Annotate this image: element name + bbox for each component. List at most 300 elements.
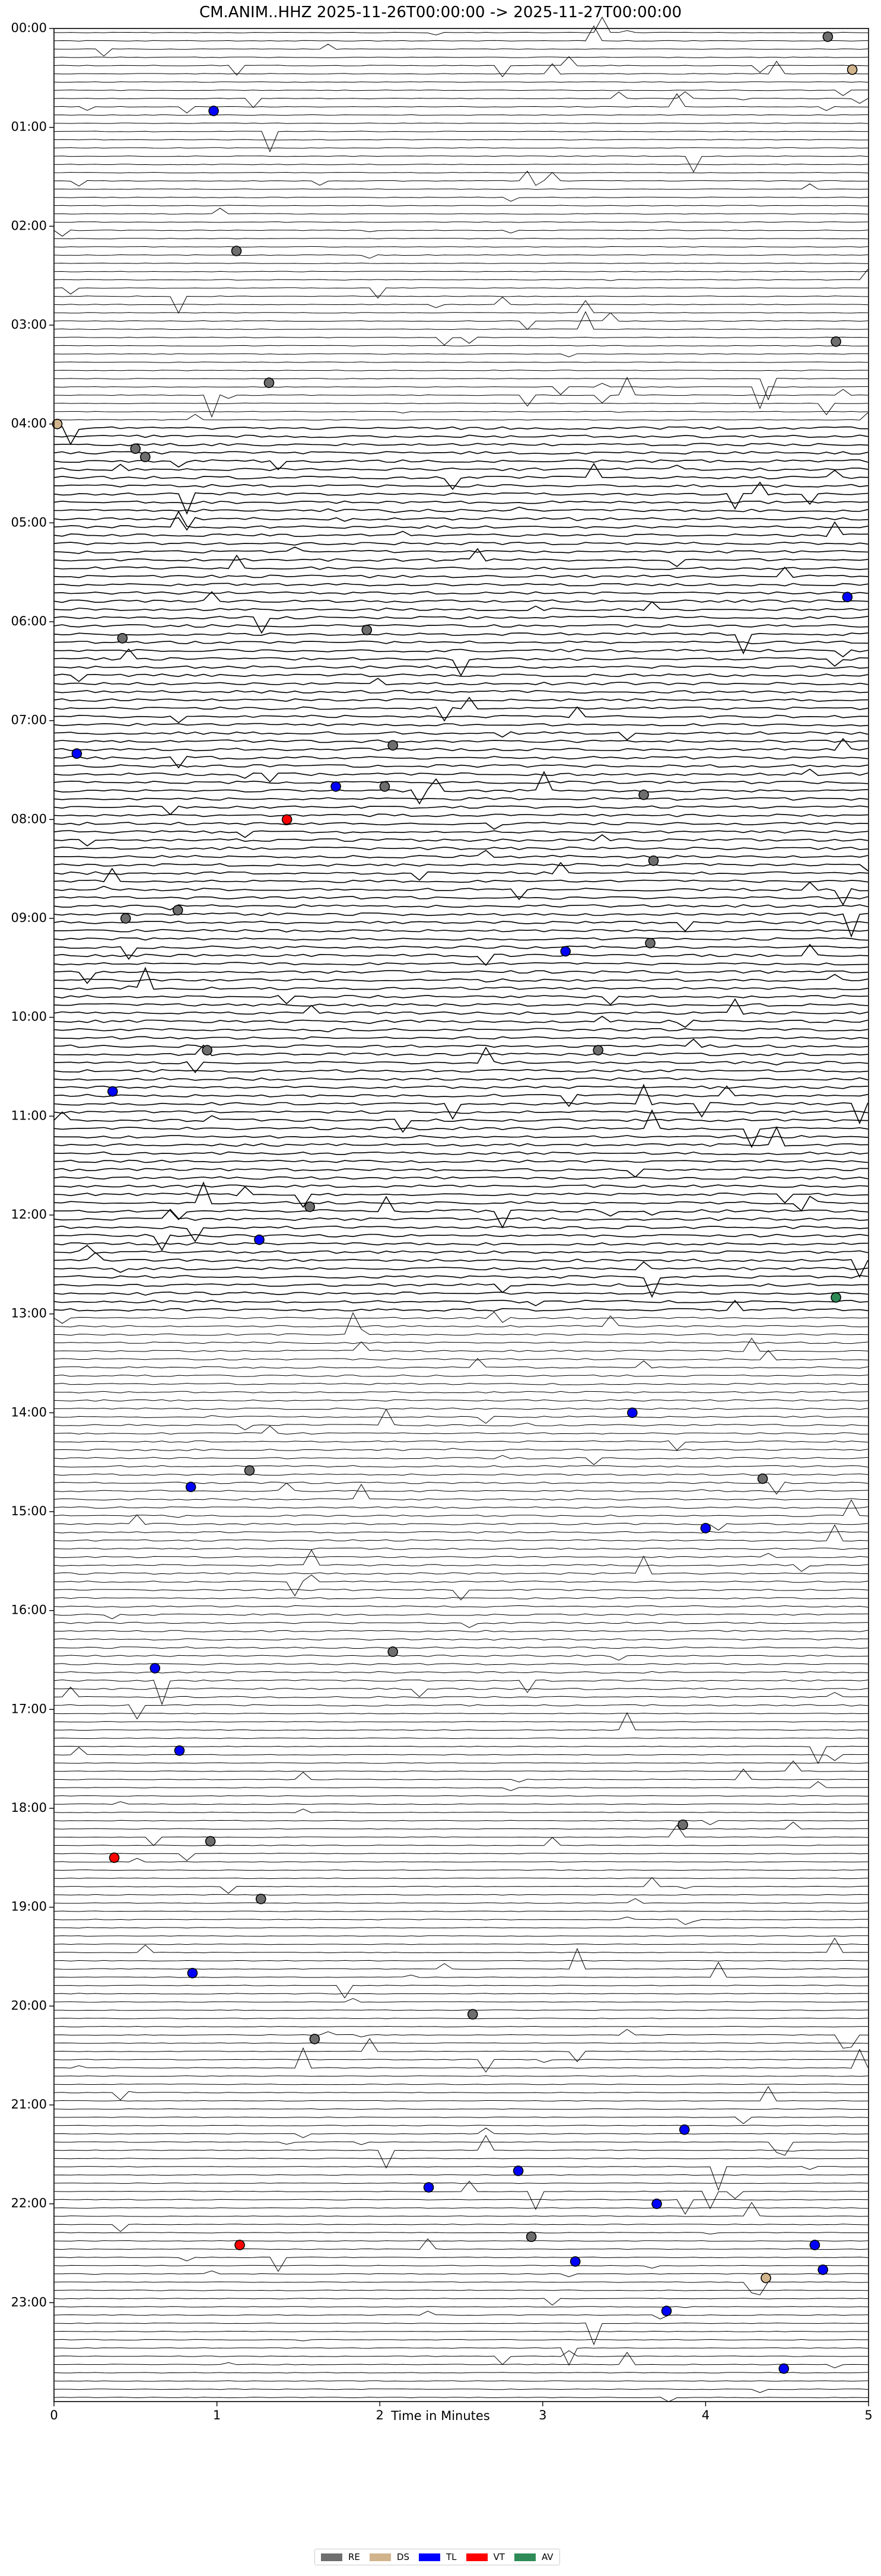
trace-line xyxy=(54,1671,868,1673)
event-marker-re xyxy=(388,740,397,750)
trace-line xyxy=(54,90,868,96)
event-marker-re xyxy=(173,905,183,915)
legend-item xyxy=(466,2552,505,2562)
trace-line xyxy=(54,2010,868,2011)
trace-line xyxy=(54,1160,868,1163)
trace-line xyxy=(54,602,868,610)
y-tick-label: 09:00 xyxy=(11,911,47,925)
trace-line xyxy=(54,1338,868,1352)
trace-line xyxy=(54,1416,868,1423)
event-marker-tl xyxy=(628,1408,637,1417)
y-tick-label: 23:00 xyxy=(11,2295,47,2310)
event-marker-tl xyxy=(779,2364,788,2373)
trace-line xyxy=(54,806,868,815)
trace-line xyxy=(54,313,868,329)
trace-line xyxy=(54,930,868,932)
event-marker-ds xyxy=(761,2273,771,2283)
legend-label: RE xyxy=(348,2552,360,2562)
trace-line xyxy=(54,1036,868,1039)
trace-line xyxy=(54,1016,868,1027)
event-marker-re xyxy=(758,1474,768,1483)
trace-line xyxy=(54,1761,868,1772)
trace-line xyxy=(54,1383,868,1385)
x-tick-label: 3 xyxy=(539,2408,547,2422)
y-tick-label: 11:00 xyxy=(11,1108,47,1123)
y-tick-label: 00:00 xyxy=(11,21,47,35)
trace-line xyxy=(54,337,868,345)
trace-line xyxy=(54,1837,868,1846)
legend-label: VT xyxy=(493,2552,505,2562)
legend-swatch xyxy=(514,2553,536,2561)
trace-line xyxy=(54,1944,868,1945)
trace-line xyxy=(54,238,868,239)
trace-line xyxy=(54,1408,868,1410)
trace-line xyxy=(54,1647,868,1649)
trace-line xyxy=(54,1575,868,1596)
trace-line xyxy=(54,591,868,594)
trace-line xyxy=(54,197,868,201)
trace-line xyxy=(54,17,868,35)
trace-line xyxy=(54,522,868,536)
trace-line xyxy=(54,2298,868,2305)
trace-line xyxy=(54,814,868,816)
trace-line xyxy=(54,2323,868,2345)
trace-line xyxy=(54,2175,868,2176)
trace-line xyxy=(54,1375,868,1377)
trace-line xyxy=(54,649,868,657)
event-marker-tl xyxy=(810,2240,819,2250)
trace-line xyxy=(54,2339,868,2341)
trace-line xyxy=(54,377,868,416)
event-marker-tl xyxy=(661,2306,671,2316)
trace-line xyxy=(54,413,868,421)
trace-line xyxy=(54,370,868,371)
y-tick-label: 03:00 xyxy=(11,317,47,332)
event-marker-re xyxy=(117,634,127,643)
trace-line xyxy=(54,1312,868,1324)
trace-line xyxy=(54,822,868,829)
trace-line xyxy=(54,435,868,437)
trace-line xyxy=(54,971,868,983)
event-marker-re xyxy=(310,2034,319,2044)
trace-line xyxy=(54,938,868,940)
trace-line xyxy=(54,297,868,308)
trace-line xyxy=(54,94,868,113)
trace-line xyxy=(54,1441,868,1451)
trace-line xyxy=(54,1993,868,1995)
y-tick-label: 16:00 xyxy=(11,1602,47,1617)
trace-line xyxy=(54,1802,868,1805)
trace-line xyxy=(54,1292,868,1295)
trace-line xyxy=(54,1086,868,1106)
trace-line xyxy=(54,974,868,982)
trace-line xyxy=(54,2397,868,2402)
trace-line xyxy=(54,1482,868,1494)
trace-line xyxy=(54,1262,868,1273)
trace-line xyxy=(54,699,868,701)
y-tick-label: 06:00 xyxy=(11,614,47,628)
trace-line xyxy=(54,1500,868,1517)
trace-line xyxy=(54,739,868,750)
event-marker-tl xyxy=(174,1746,184,1756)
legend-swatch xyxy=(370,2553,391,2561)
event-marker-tl xyxy=(255,1235,264,1245)
trace-line xyxy=(54,583,868,586)
trace-line xyxy=(54,2158,868,2159)
event-marker-re xyxy=(823,32,832,42)
trace-line xyxy=(54,2084,868,2085)
trace-line xyxy=(54,2087,868,2101)
event-marker-re xyxy=(639,790,648,800)
trace-line xyxy=(54,2142,868,2155)
trace-line xyxy=(54,869,868,883)
trace-line xyxy=(54,864,868,871)
trace-line xyxy=(54,1086,868,1089)
trace-line xyxy=(54,1187,868,1207)
y-tick-label: 21:00 xyxy=(11,2097,47,2111)
y-axis xyxy=(11,21,54,2309)
trace-line xyxy=(54,1085,868,1123)
event-marker-re xyxy=(362,625,371,635)
trace-line xyxy=(54,2257,868,2271)
legend-item xyxy=(419,2552,457,2562)
trace-line xyxy=(54,1313,868,1335)
trace-line xyxy=(54,411,868,413)
trace-line xyxy=(54,301,868,313)
trace-line xyxy=(54,946,868,959)
trace-line xyxy=(54,999,868,1015)
trace-line xyxy=(54,511,868,528)
trace-line xyxy=(54,1252,868,1277)
y-tick-label: 18:00 xyxy=(11,1801,47,1815)
trace-line xyxy=(54,2265,868,2268)
trace-line xyxy=(54,2030,868,2049)
trace-line xyxy=(54,2117,868,2123)
trace-line xyxy=(54,1680,868,1704)
trace-line xyxy=(54,724,868,726)
trace-line xyxy=(54,1553,868,1558)
trace-line xyxy=(54,1985,868,1998)
y-tick-label: 13:00 xyxy=(11,1306,47,1321)
trace-line xyxy=(54,379,868,400)
trace-line xyxy=(54,2282,868,2295)
trace-line xyxy=(54,769,868,782)
legend-swatch xyxy=(321,2553,342,2561)
trace-line xyxy=(54,1853,868,1861)
event-marker-re xyxy=(678,1820,688,1830)
trace-line xyxy=(54,1235,868,1250)
trace-line xyxy=(54,383,868,408)
trace-line xyxy=(54,2136,868,2168)
trace-line xyxy=(54,1245,868,1253)
y-tick-label: 02:00 xyxy=(11,218,47,233)
trace-line xyxy=(54,1168,868,1177)
event-marker-re xyxy=(593,1045,603,1055)
trace-line xyxy=(54,44,868,56)
event-marker-vt xyxy=(235,2240,244,2250)
trace-line xyxy=(54,1127,868,1146)
trace-line xyxy=(54,1688,868,1697)
legend xyxy=(314,2549,560,2565)
trace-line xyxy=(54,1949,868,1970)
trace-line xyxy=(54,1483,868,1492)
legend-swatch xyxy=(419,2553,440,2561)
trace-line xyxy=(54,2224,868,2232)
trace-line xyxy=(54,1350,868,1360)
trace-line xyxy=(54,205,868,206)
trace-line xyxy=(54,2181,868,2210)
trace-line xyxy=(54,1598,868,1599)
legend-label: AV xyxy=(541,2552,554,2562)
trace-line xyxy=(54,678,868,685)
trace-line xyxy=(54,641,868,644)
event-marker-tl xyxy=(652,2199,661,2209)
trace-line xyxy=(54,732,868,740)
trace-line xyxy=(54,1284,868,1293)
trace-line xyxy=(54,2307,868,2308)
y-tick-label: 17:00 xyxy=(11,1702,47,1716)
trace-line xyxy=(54,485,868,487)
trace-line xyxy=(54,2018,868,2019)
trace-line xyxy=(54,756,868,768)
x-axis-label: Time in Minutes xyxy=(391,2409,490,2423)
event-marker-re xyxy=(649,856,659,866)
event-marker-tl xyxy=(150,1664,160,1673)
trace-line xyxy=(54,555,868,570)
trace-line xyxy=(54,208,868,214)
trace-line xyxy=(54,1878,868,1894)
trace-line xyxy=(54,547,868,554)
event-marker-re xyxy=(206,1837,215,1846)
x-tick-label: 0 xyxy=(50,2408,58,2422)
trace-line xyxy=(54,271,868,272)
trace-line xyxy=(54,1342,868,1344)
y-tick-label: 14:00 xyxy=(11,1405,47,1420)
trace-line xyxy=(54,2351,868,2364)
trace-line xyxy=(54,1176,868,1179)
x-tick-label: 4 xyxy=(701,2408,710,2422)
trace-line xyxy=(54,57,868,58)
event-marker-re xyxy=(264,378,273,387)
trace-line xyxy=(54,451,868,454)
trace-line xyxy=(54,1039,868,1048)
x-tick-label: 2 xyxy=(376,2408,384,2422)
trace-line xyxy=(54,835,868,846)
trace-line xyxy=(54,781,868,784)
trace-line xyxy=(54,1226,868,1242)
event-marker-tl xyxy=(186,1482,196,1491)
event-marker-re xyxy=(256,1894,266,1904)
trace-line xyxy=(54,765,868,767)
trace-line xyxy=(54,691,868,693)
trace-line xyxy=(54,740,868,742)
trace-line xyxy=(54,1400,868,1401)
trace-line xyxy=(54,847,868,850)
trace-line xyxy=(54,2048,868,2068)
trace-line xyxy=(54,567,868,578)
y-tick-label: 01:00 xyxy=(11,119,47,134)
trace-line xyxy=(54,1004,868,1006)
trace-line xyxy=(54,2038,868,2062)
trace-line xyxy=(54,2331,868,2332)
event-marker-re xyxy=(232,246,241,256)
trace-line xyxy=(54,517,868,530)
trace-line xyxy=(54,2271,868,2277)
trace-line xyxy=(54,1639,868,1640)
legend-item xyxy=(514,2552,554,2562)
trace-line xyxy=(54,2108,868,2109)
trace-line xyxy=(54,403,868,415)
y-tick-label: 20:00 xyxy=(11,1998,47,2013)
legend-item xyxy=(370,2552,409,2562)
event-marker-av xyxy=(831,1293,841,1302)
trace-line xyxy=(54,1605,868,1607)
trace-line xyxy=(54,1455,868,1465)
event-marker-tl xyxy=(424,2183,434,2192)
trace-line xyxy=(54,1409,868,1430)
trace-line xyxy=(54,255,868,258)
event-marker-re xyxy=(131,444,140,453)
trace-line xyxy=(54,913,868,936)
trace-line xyxy=(54,184,868,190)
event-marker-re xyxy=(305,1202,314,1211)
trace-line xyxy=(54,2352,868,2368)
trace-line xyxy=(54,2290,868,2291)
trace-line xyxy=(54,1185,868,1187)
trace-line xyxy=(54,1911,868,1912)
event-marker-tl xyxy=(842,592,852,602)
trace-line xyxy=(54,1630,868,1632)
trace-line xyxy=(54,1426,868,1435)
trace-line xyxy=(54,1550,868,1572)
trace-line xyxy=(54,443,868,446)
trace-line xyxy=(54,2059,868,2072)
event-marker-tl xyxy=(72,749,81,758)
trace-line xyxy=(54,354,868,357)
trace-line xyxy=(54,1898,868,1903)
y-tick-label: 07:00 xyxy=(11,713,47,727)
event-marker-tl xyxy=(561,947,570,956)
trace-line xyxy=(54,1525,868,1542)
trace-line xyxy=(54,1474,868,1475)
trace-line xyxy=(54,2311,868,2319)
trace-line xyxy=(54,1917,868,1925)
trace-line xyxy=(54,1870,868,1871)
event-marker-re xyxy=(388,1647,397,1656)
trace-line xyxy=(54,542,868,545)
event-marker-tl xyxy=(701,1524,710,1533)
event-marker-re xyxy=(245,1466,255,1475)
trace-line xyxy=(54,649,868,676)
trace-line xyxy=(54,1465,868,1467)
seismic-traces xyxy=(54,17,868,2402)
trace-line xyxy=(54,921,868,931)
event-marker-tl xyxy=(187,1968,197,1978)
event-marker-re xyxy=(527,2232,536,2241)
trace-line xyxy=(54,2202,868,2216)
trace-line xyxy=(54,625,868,627)
trace-line xyxy=(54,1894,868,1895)
trace-line xyxy=(54,1822,868,1829)
trace-line xyxy=(54,1938,868,1953)
trace-line xyxy=(54,2125,868,2126)
trace-line xyxy=(54,2167,868,2190)
trace-line xyxy=(54,1556,868,1574)
trace-line xyxy=(54,1391,868,1393)
trace-line xyxy=(54,2128,868,2138)
trace-line xyxy=(54,1448,868,1451)
trace-line xyxy=(54,460,868,470)
event-marker-vt xyxy=(282,815,292,824)
trace-line xyxy=(54,2091,868,2100)
trace-line xyxy=(54,230,868,237)
y-tick-label: 04:00 xyxy=(11,416,47,431)
trace-line xyxy=(54,1622,868,1627)
trace-line xyxy=(54,1197,868,1227)
trace-line xyxy=(54,1152,868,1155)
event-marker-tl xyxy=(331,782,341,791)
trace-line xyxy=(54,1111,868,1113)
trace-line xyxy=(54,1820,868,1825)
trace-line xyxy=(54,1614,868,1618)
trace-line xyxy=(54,797,868,800)
trace-line xyxy=(54,1704,868,1719)
event-marker-re xyxy=(202,1045,212,1055)
event-marker-re xyxy=(645,939,655,948)
trace-line xyxy=(54,1878,868,1879)
trace-line xyxy=(54,616,868,633)
trace-line xyxy=(54,962,868,965)
y-tick-label: 10:00 xyxy=(11,1009,47,1024)
trace-line xyxy=(54,1548,868,1550)
trace-line xyxy=(54,1999,868,2002)
y-tick-label: 12:00 xyxy=(11,1207,47,1222)
trace-line xyxy=(54,1664,868,1665)
trace-line xyxy=(54,1960,868,1961)
trace-line xyxy=(54,850,868,858)
trace-line xyxy=(54,507,868,513)
legend-label: TL xyxy=(446,2552,457,2562)
trace-line xyxy=(54,2232,868,2234)
x-tick-label: 5 xyxy=(864,2408,873,2422)
trace-line xyxy=(54,1655,868,1661)
event-marker-ds xyxy=(848,65,857,74)
event-marker-tl xyxy=(209,106,218,116)
event-marker-tl xyxy=(514,2166,523,2176)
trace-line xyxy=(54,1078,868,1080)
trace-line xyxy=(54,707,868,723)
trace-line xyxy=(54,1782,868,1791)
trace-line xyxy=(54,131,868,152)
trace-line xyxy=(54,1111,868,1147)
y-tick-label: 19:00 xyxy=(11,1899,47,1914)
trace-line xyxy=(54,1507,868,1509)
trace-line xyxy=(54,171,868,186)
trace-line xyxy=(54,1359,868,1369)
legend-item xyxy=(321,2552,360,2562)
trace-line xyxy=(54,92,868,108)
event-marker-re xyxy=(468,2009,478,2019)
plot-frame xyxy=(54,28,869,2402)
trace-line xyxy=(54,1028,868,1032)
event-marker-tl xyxy=(108,1087,117,1096)
trace-line xyxy=(54,1300,868,1306)
trace-line xyxy=(54,896,868,899)
trace-line xyxy=(54,1070,868,1072)
legend-swatch xyxy=(466,2553,488,2561)
trace-line xyxy=(54,1048,868,1073)
trace-line xyxy=(54,1858,868,1862)
